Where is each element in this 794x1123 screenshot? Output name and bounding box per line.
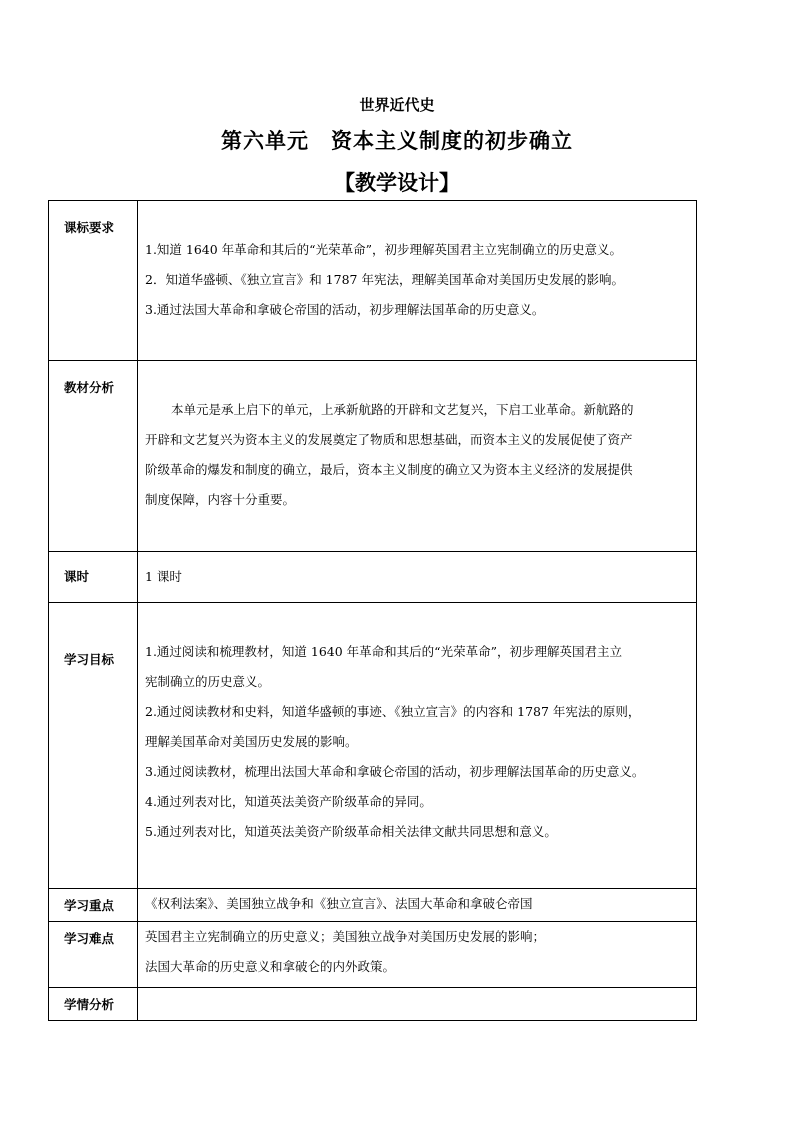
analysis-content xyxy=(138,361,697,552)
table-row-learner xyxy=(49,988,697,1021)
standards-item: 3.通过法国大革命和拿破仑帝国的活动，初步理解法国革命的历史意义。 xyxy=(145,302,545,317)
objective-line: 5.通过列表对比，知道英法美资产阶级革命相关法律文献共同思想和意义。 xyxy=(145,824,557,839)
row-label-learner: 学情分析 xyxy=(49,988,138,1021)
table-row-analysis xyxy=(49,361,697,552)
section-heading: 【教学设计】 xyxy=(334,171,460,195)
standards-content xyxy=(138,201,697,361)
standards-item: 1.知道 1640 年革命和其后的“光荣革命”，初步理解英国君主立宪制确立的历史意义。 xyxy=(145,242,622,257)
analysis-line: 阶级革命的爆发和制度的确立，最后，资本主义制度的确立又为资本主义经济的发展提供 xyxy=(145,462,633,477)
page-supertitle: 世界近代史 xyxy=(359,96,435,114)
row-label-objectives: 学习目标 xyxy=(49,603,138,889)
page-title: 第六单元 资本主义制度的初步确立 xyxy=(221,129,573,153)
objective-line: 2.通过阅读教材和史料，知道华盛顿的事迹、《独立宣言》的内容和 1787 年宪法的原则， xyxy=(145,704,641,719)
analysis-line: 开辟和文艺复兴为资本主义的发展奠定了物质和思想基础，而资本主义的发展促使了资产 xyxy=(145,432,633,447)
row-label-standards: 课标要求 xyxy=(49,201,138,361)
analysis-line: 本单元是承上启下的单元，上承新航路的开辟和文艺复兴，下启工业革命。新航路的 xyxy=(171,402,634,417)
row-label-difficulties: 学习难点 xyxy=(49,922,138,988)
table-row-standards xyxy=(49,201,697,361)
hours-value: 1 课时 xyxy=(138,552,697,603)
learner-value xyxy=(138,988,697,1021)
objective-line: 宪制确立的历史意义。 xyxy=(145,674,271,689)
table-row-difficulties xyxy=(49,922,697,988)
table-row-objectives xyxy=(49,603,697,889)
row-label-hours: 课时 xyxy=(49,552,138,603)
difficulties-content xyxy=(138,922,697,988)
objective-line: 4.通过列表对比，知道英法美资产阶级革命的异同。 xyxy=(145,794,432,809)
key-points-value: 《权利法案》、美国独立战争和《独立宣言》、法国大革命和拿破仑帝国 xyxy=(138,889,697,922)
table-row-hours xyxy=(49,552,697,603)
objective-line: 1.通过阅读和梳理教材，知道 1640 年革命和其后的“光荣革命”，初步理解英国君主立 xyxy=(145,644,622,659)
objective-line: 3.通过阅读教材，梳理出法国大革命和拿破仑帝国的活动，初步理解法国革命的历史意义。 xyxy=(145,764,645,779)
objective-line: 理解美国革命对美国历史发展的影响。 xyxy=(145,734,358,749)
analysis-line: 制度保障，内容十分重要。 xyxy=(145,492,296,507)
standards-item: 2．知道华盛顿、《独立宣言》和 1787 年宪法，理解美国革命对美国历史发展的影响。 xyxy=(145,272,624,287)
difficulty-line: 法国大革命的历史意义和拿破仑的内外政策。 xyxy=(145,959,396,974)
difficulty-line: 英国君主立宪制确立的历史意义；美国独立战争对美国历史发展的影响； xyxy=(145,929,546,944)
lesson-plan-table xyxy=(48,200,697,1021)
table-row-key-points xyxy=(49,889,697,922)
row-label-analysis: 教材分析 xyxy=(49,361,138,552)
objectives-content xyxy=(138,603,697,889)
row-label-key-points: 学习重点 xyxy=(49,889,138,922)
